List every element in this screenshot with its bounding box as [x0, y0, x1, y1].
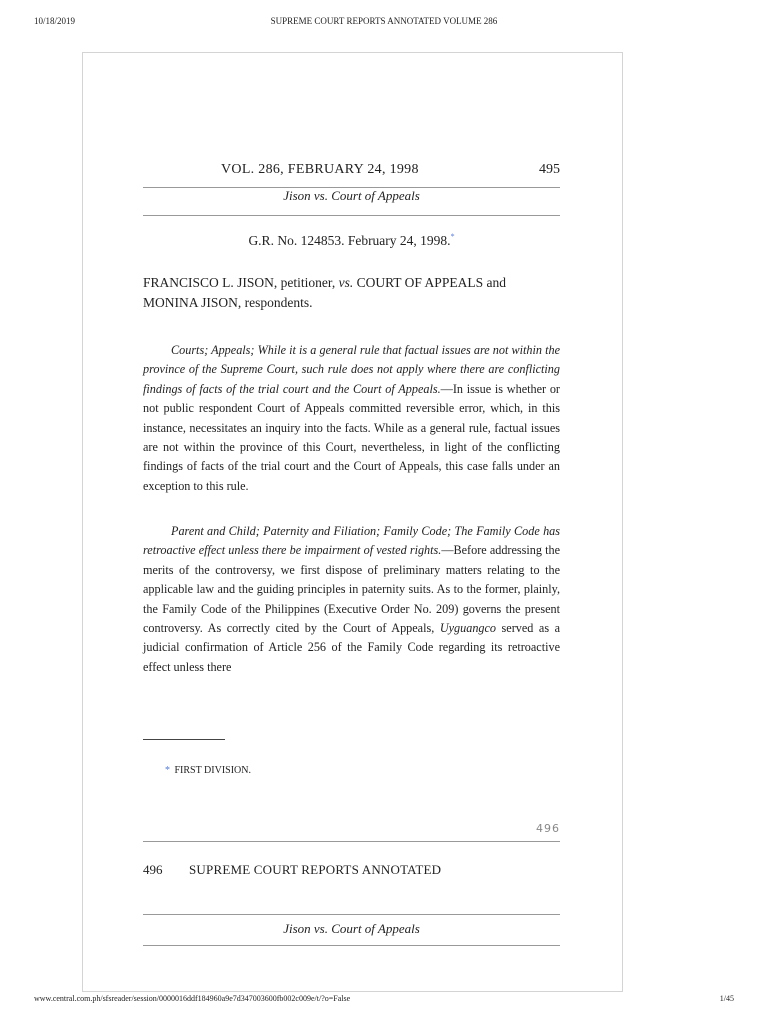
- parties: [143, 273, 560, 313]
- print-title: SUPREME COURT REPORTS ANNOTATED VOLUME 286: [270, 16, 498, 26]
- next-running-head: Jison vs. Court of Appeals: [283, 921, 420, 936]
- syllabus-heading-1: Courts; Appeals; While it is a general rule that factual issues are not within the province of the Supreme Court, such rule does not apply where there are conflicting findings of facts of the trial court and the Court of Appeals.: [143, 343, 560, 396]
- syllabus-paragraph-1: [143, 341, 560, 496]
- print-footer: [0, 994, 768, 1008]
- footer-page-count: 1/45: [719, 994, 734, 1003]
- footnote-rule: [143, 739, 225, 740]
- footnote: [165, 765, 251, 776]
- versus: vs.: [338, 275, 354, 290]
- syllabus-paragraph-2: [143, 522, 560, 677]
- petitioner: FRANCISCO L. JISON, petitioner,: [143, 275, 339, 290]
- print-header: [0, 16, 768, 30]
- next-header-rule-bottom: [143, 945, 560, 946]
- bottom-page-number: 496: [536, 822, 560, 835]
- footnote-link[interactable]: *: [450, 232, 455, 241]
- page-number: 495: [539, 162, 560, 177]
- page-break-rule: [143, 841, 560, 842]
- next-page-number: 496: [143, 862, 163, 877]
- syllabus-body-1: —In issue is whether or not public respondent Court of Appeals committed reversible error, which, in this instance, necessitates an inquiry into the facts. While as a general rule, factual issues are not within the province of this Court, nevertheless, in light of the conflicting findings of facts of the trial court and the Court of Appeals, this case falls under an exception to this rule.: [143, 381, 560, 493]
- case-citation: Uyguangco: [439, 621, 497, 636]
- syllabus-heading-2: Parent and Child; Paternity and Filiation; Family Code; The Family Code has retroactive effect unless there be impairment of vested rights.: [143, 524, 560, 558]
- next-page-header: [143, 862, 560, 880]
- running-head: Jison vs. Court of Appeals: [283, 188, 420, 203]
- footnote-text: FIRST DIVISION.: [174, 765, 251, 776]
- footnote-mark: *: [165, 765, 170, 776]
- syllabus-body-2b: served as a judicial confirmation of Article 256 of the Family Code regarding its retroactive effect unless there: [143, 621, 561, 674]
- respondents: COURT OF APPEALS and MONINA JISON, respondents.: [143, 275, 506, 310]
- gr-number: G.R. No. 124853. February 24, 1998.: [248, 233, 451, 248]
- header-rule-bottom: [143, 215, 560, 216]
- volume-header: [143, 162, 560, 182]
- volume-line: VOL. 286, FEBRUARY 24, 1998: [221, 162, 419, 177]
- footer-url: www.central.com.ph/sfsreader/session/0000016ddf184960a9e7d347003600fb002c009e/t/?o=False: [34, 994, 351, 1003]
- next-page-title: SUPREME COURT REPORTS ANNOTATED: [189, 862, 442, 877]
- case-number: [143, 232, 560, 249]
- syllabus-body-2a: —Before addressing the merits of the controversy, we first dispose of preliminary matters relating to the applicable law and the guiding principles in paternity suits. As to the former, plainly, the Family Code of the Philippines (Executive Order No. 209) governs the present controversy. As correctly cited by the Court of Appeals,: [143, 543, 560, 636]
- next-header-rule-top: [143, 914, 560, 915]
- print-date: 10/18/2019: [34, 16, 76, 26]
